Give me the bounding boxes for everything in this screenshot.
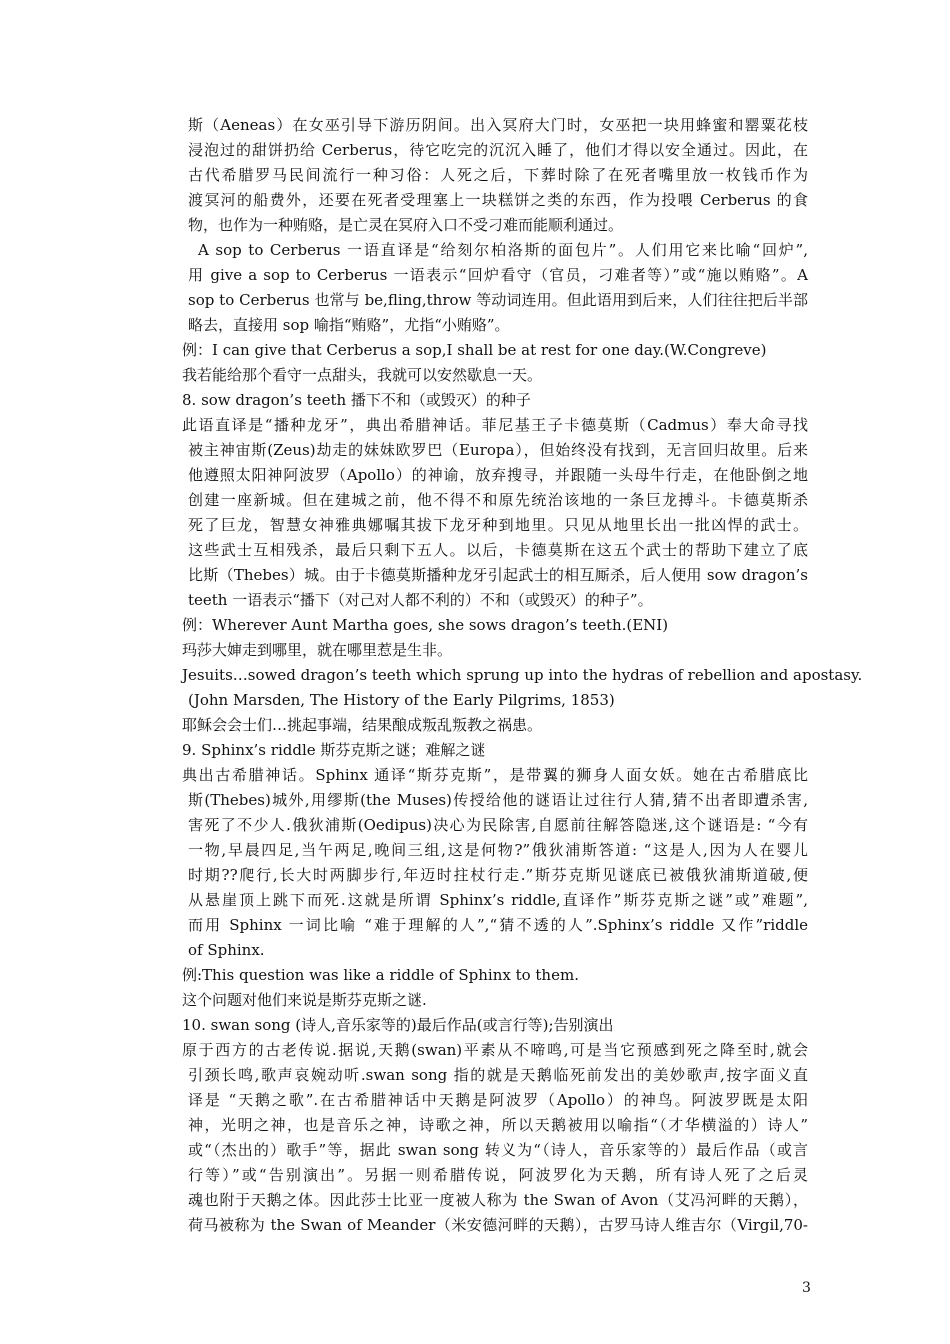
text-line: 害死了不少人.俄狄浦斯(Oedipus)决心为民除害,自愿前往解答隐迷,这个谜语是: “今有 [188,816,808,834]
page-number: 3 [802,1280,811,1296]
text-line: 神，光明之神，也是音乐之神，诗歌之神，所以天鹅被用以喻指“（才华横溢的）诗人” [188,1116,808,1134]
example-line: 例：Wherever Aunt Martha goes, she sows dragon’s teeth.(ENI) [182,616,669,634]
text-line: 引颈长鸣,歌声哀婉动听.swan song 指的就是天鹅临死前发出的美妙歌声,按字面义直 [188,1066,808,1084]
text-line: 译是 “天鹅之歌”.在古希腊神话中天鹅是阿波罗（Apollo）的神鸟。阿波罗既是太阳 [188,1091,808,1109]
text-line: 从悬崖顶上跳下而死.这就是所谓 Sphinx’s riddle,直译作”斯芬克斯之谜”或”难题”, [188,891,808,909]
text-line: 或“（杰出的）歌手”等，据此 swan song 转义为“（诗人，音乐家等的）最后作品（或言 [188,1141,808,1159]
text-line: A sop to Cerberus 一语直译是“给刻尔柏洛斯的面包片”。人们用它来比喻“回炉”, [198,241,808,259]
text-line: sop to Cerberus 也常与 be,fling,throw 等动词连用。但此语用到后来，人们往往把后半部 [188,291,808,309]
text-line: 典出古希腊神话。Sphinx 通译“斯芬克斯”，是带翼的狮身人面女妖。她在古希腊底比 [182,766,808,784]
text-line: 斯(Thebes)城外,用缪斯(the Muses)传授给他的谜语让过往行人猜,猜不出者即遭杀害, [188,791,808,809]
text-line: 用 give a sop to Cerberus 一语表示“回炉看守（官员，刁难者等）”或“施以贿赂”。A [188,266,808,284]
text-line: 这些武士互相残杀，最后只剩下五人。以后，卡德莫斯在这五个武士的帮助下建立了底 [188,541,808,559]
text-line: 此语直译是“播种龙牙”，典出希腊神话。菲尼基王子卡德莫斯（Cadmus）奉大命寻找 [182,416,808,434]
text-line: 略去，直接用 sop 喻指“贿赂”，尤指“小贿赂”。 [188,316,510,334]
text-line: 时期??爬行,长大时两脚步行,年迈时拄杖行走.”斯芬克斯见谜底已被俄狄浦斯道破,便 [188,866,808,884]
text-line: 行等）”或“告别演出”。另据一则希腊传说，阿波罗化为天鹅，所有诗人死了之后灵 [188,1166,808,1184]
text-line: 比斯（Thebes）城。由于卡德莫斯播种龙牙引起武士的相互厮杀，后人便用 sow dragon’s [188,566,808,584]
example-line: 例：I can give that Cerberus a sop,I shall be at rest for one day.(W.Congreve) [182,341,767,359]
text-line: 渡冥河的船费外，还要在死者受理塞上一块糕饼之类的东西，作为投喂 Cerberus 的食 [188,191,808,209]
text-line: 荷马被称为 the Swan of Meander（米安德河畔的天鹅），古罗马诗人维吉尔（Virgil,70- [188,1216,808,1234]
example-line: Jesuits…sowed dragon’s teeth which sprung up into the hydras of rebellion and apostasy. [182,666,863,684]
text-line: 物，也作为一种贿赂，是亡灵在冥府入口不受刁难而能顺利通过。 [188,216,624,234]
text-line: 斯（Aeneas）在女巫引导下游历阴间。出入冥府大门时，女巫把一块用蜂蜜和罂粟花枝 [188,116,808,134]
text-line: 魂也附于天鹅之体。因此莎士比亚一度被人称为 the Swan of Avon（艾冯河畔的天鹅）， [188,1191,808,1209]
section-heading: 9. Sphinx’s riddle 斯芬克斯之谜；难解之谜 [182,741,486,759]
translation-line: 玛莎大婶走到哪里，就在哪里惹是生非。 [182,641,453,659]
text-line: 而用 Sphinx 一词比喻 “难于理解的人”,“猜不透的人”.Sphinx’s riddle 又作”riddle [188,916,808,934]
translation-line: 我若能给那个看守一点甜头，我就可以安然歇息一天。 [182,366,543,384]
citation-line: (John Marsden, The History of the Early Pilgrims, 1853) [188,691,615,709]
translation-line: 耶稣会会士们…挑起事端，结果酿成叛乱叛教之祸患。 [182,716,543,734]
example-line: 例:This question was like a riddle of Sphinx to them. [182,966,579,984]
text-line: 死了巨龙，智慧女神雅典娜嘱其拔下龙牙种到地里。只见从地里长出一批凶悍的武士。 [188,516,808,534]
section-heading: 8. sow dragon’s teeth 播下不和（或毁灭）的种子 [182,391,531,409]
text-line: 一物,早晨四足,当午两足,晚间三组,这是何物?”俄狄浦斯答道: “这是人,因为人在婴儿 [188,841,808,859]
text-line: 他遵照太阳神阿波罗（Apollo）的神谕，放弃搜寻，并跟随一头母牛行走，在他卧倒之地 [188,466,808,484]
text-line: of Sphinx. [188,941,265,959]
text-line: 浸泡过的甜饼扔给 Cerberus，待它吃完的沉沉入睡了，他们才得以安全通过。因此，在 [188,141,808,159]
text-line: 创建一座新城。但在建城之前，他不得不和原先统治该地的一条巨龙搏斗。卡德莫斯杀 [188,491,808,509]
text-line: teeth 一语表示“播下（对己对人都不利的）不和（或毁灭）的种子”。 [188,591,653,609]
text-line: 被主神宙斯(Zeus)劫走的妹妹欧罗巴（Europa），但始终没有找到，无言回归故里。后来 [188,441,808,459]
text-line: 原于西方的古老传说.据说,天鹅(swan)平素从不啼鸣,可是当它预感到死之降至时,就会 [182,1041,808,1059]
translation-line: 这个问题对他们来说是斯芬克斯之谜. [182,991,427,1009]
section-heading: 10. swan song (诗人,音乐家等的)最后作品(或言行等);告别演出 [182,1016,614,1034]
text-line: 古代希腊罗马民间流行一种习俗：人死之后，下葬时除了在死者嘴里放一枚钱币作为 [188,166,808,184]
